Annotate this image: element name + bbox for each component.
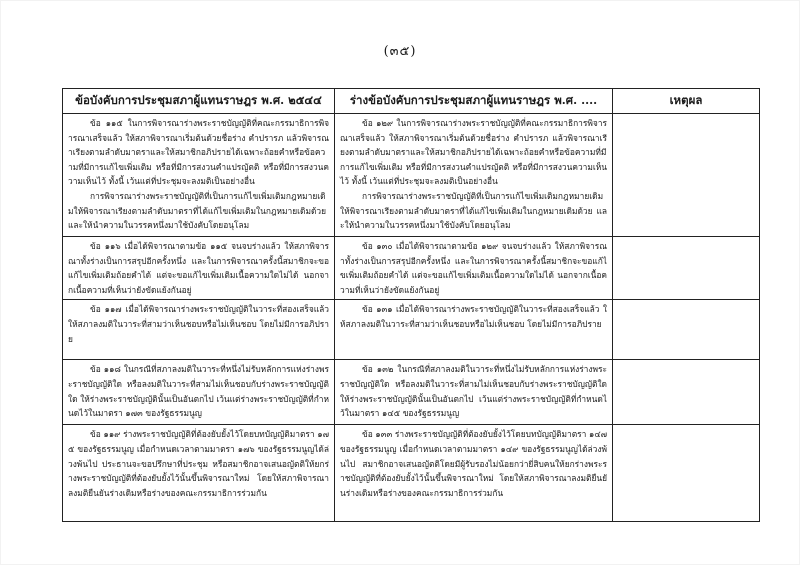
clause-paragraph: ข้อ ๑๒๙ ในการพิจารณาร่างพระราชบัญญัติที่คณะกรรมาธิการพิจารณาเสร็จแล้ว ให้สภาพิจารณาเริ่มต้นด้วยชื่อร่าง คำปรารภ แล้วพิจารณาเรียงตามลำดับมาตราและให้สมาชิกอภิปรายได้เฉพาะถ้อยคำหรือข้อความที่มีการแก้ไขเพิ่มเติม หรือที่มีการสงวนคำแปรญัตติ หรือที่มีการสงวนความเห็นไว้ ทั้งนี้ เว้นแต่ที่ประชุมจะลงมติเป็นอย่างอื่น [340,118,607,187]
clause-paragraph: ข้อ ๑๑๘ ในกรณีที่สภาลงมติในวาระที่หนึ่งไม่รับหลักการแห่งร่างพระราชบัญญัติใด หรือลงมติในวาระที่สามไม่เห็นชอบกับร่างพระราชบัญญัติใด ให้ร่างพระราชบัญญัตินั้นเป็นอันตกไป เว้นแต่ร่างพระราชบัญญัติที่กำหนดไว้ในมาตรา ๑๗๓ ของรัฐธรรมนูญ [68,364,329,419]
clause-paragraph: การพิจารณาร่างพระราชบัญญัติที่เป็นการแก้ไขเพิ่มเติมกฎหมายเดิมให้พิจารณาเรียงตามลำดับมาตราที่ได้แก้ไขเพิ่มเติมในกฎหมายเดิมด้วย และให้นำความในวรรคหนึ่งมาใช้บังคับโดยอนุโลม [68,190,327,231]
cell-draft [335,114,613,237]
cell-reason [613,425,760,522]
header-current-regulation: ข้อบังคับการประชุมสภาผู้แทนราษฎร พ.ศ. ๒๕๔๔ [63,89,335,114]
table-row [63,114,760,237]
clause-paragraph: ข้อ ๑๓๐ เมื่อได้พิจารณาตามข้อ ๑๒๙ จนจบร่างแล้ว ให้สภาพิจารณาทั้งร่างเป็นการสรุปอีกครั้งหนึ่ง และในการพิจารณาครั้งนี้สมาชิกจะขอแก้ไขเพิ่มเติมถ้อยคำได้ แต่จะขอแก้ไขเพิ่มเติมเนื้อความใดไม่ได้ นอกจากเนื้อความที่เห็นว่ายังขัดแย้งกันอยู่ [340,241,607,295]
cell-current [63,360,335,425]
clause-paragraph: ข้อ ๑๓๑ เมื่อได้พิจารณาร่างพระราชบัญญัติในวาระที่สองเสร็จแล้ว ให้สภาลงมติในวาระที่สามว่าเห็นชอบหรือไม่เห็นชอบ โดยไม่มีการอภิปราย [340,304,607,329]
table-row [63,360,760,425]
cell-current [63,425,335,522]
table-row [63,300,760,360]
clause-paragraph: ข้อ ๑๑๗ เมื่อได้พิจารณาร่างพระราชบัญญัติในวาระที่สองเสร็จแล้ว ให้สภาลงมติในวาระที่สามว่าเห็นชอบหรือไม่เห็นชอบ โดยไม่มีการอภิปราย [68,304,329,344]
table-header-row [63,89,760,114]
clause-paragraph: ข้อ ๑๑๖ เมื่อได้พิจารณาตามข้อ ๑๑๕ จนจบร่างแล้ว ให้สภาพิจารณาทั้งร่างเป็นการสรุปอีกครั้งหนึ่ง และในการพิจารณาครั้งนี้สมาชิกจะขอแก้ไขเพิ่มเติมถ้อยคำได้ แต่จะขอแก้ไขเพิ่มเติมเนื้อความใดไม่ได้ นอกจากเนื้อความที่เห็นว่ายังขัดแย้งกันอยู่ [68,241,329,295]
clause-paragraph: ข้อ ๑๓๒ ในกรณีที่สภาลงมติในวาระที่หนึ่งไม่รับหลักการแห่งร่างพระราชบัญญัติใด หรือลงมติในวาระที่สามไม่เห็นชอบกับร่างพระราชบัญญัติใด ให้ร่างพระราชบัญญัตินั้นเป็นอันตกไป เว้นแต่ร่างพระราชบัญญัติที่กำหนดไว้ในมาตรา ๑๔๕ ของรัฐธรรมนูญ [340,364,607,419]
clause-paragraph: ข้อ ๑๑๕ ในการพิจารณาร่างพระราชบัญญัติที่คณะกรรมาธิการพิจารณาเสร็จแล้ว ให้สภาพิจารณาเริ่มต้นด้วยชื่อร่าง คำปรารภ แล้วพิจารณาเรียงตามลำดับมาตราและให้สมาชิกอภิปรายได้เฉพาะถ้อยคำหรือข้อความที่มีการแก้ไขเพิ่มเติม หรือที่มีการสงวนคำแปรญัตติ หรือที่มีการสงวนความเห็นไว้ ทั้งนี้ เว้นแต่ที่ประชุมจะลงมติเป็นอย่างอื่น [68,118,329,187]
cell-draft [335,360,613,425]
cell-draft [335,425,613,522]
page-number: (๓๕) [383,44,417,59]
cell-current [63,300,335,360]
clause-paragraph: ข้อ ๑๓๓ ร่างพระราชบัญญัติที่ต้องยับยั้งไว้โดยบทบัญญัติมาตรา ๑๔๗ ของรัฐธรรมนูญ เมื่อกำหนดเวลาตามมาตรา ๑๔๙ ของรัฐธรรมนูญได้ล่วงพ้นไป สมาชิกอาจเสนอญัตติโดยมีผู้รับรองไม่น้อยกว่ายี่สิบคนให้ยกร่างพระราชบัญญัติที่ต้องยับยั้งไว้นั้นขึ้นพิจารณาใหม่ โดยให้สภาพิจารณาลงมติยืนยันร่างเดิมหรือร่างของคณะกรรมาธิการร่วมกัน [340,429,607,498]
cell-draft [335,300,613,360]
cell-current [63,237,335,300]
cell-reason [613,114,760,237]
cell-reason [613,237,760,300]
table-row [63,237,760,300]
cell-reason [613,300,760,360]
table-row [63,425,760,522]
cell-current [63,114,335,237]
clause-paragraph: ข้อ ๑๑๙ ร่างพระราชบัญญัติที่ต้องยับยั้งไว้โดยบทบัญญัติมาตรา ๑๗๕ ของรัฐธรรมนูญ เมื่อกำหนดเวลาตามมาตรา ๑๗๖ ของรัฐธรรมนูญได้ล่วงพ้นไป ประธานจะขอปรึกษาที่ประชุม หรือสมาชิกอาจเสนอญัตติให้ยกร่างพระราชบัญญัติที่ต้องยับยั้งไว้นั้นขึ้นพิจารณาใหม่ โดยให้สภาพิจารณาลงมติยืนยันร่างเดิมหรือร่างของคณะกรรมาธิการร่วมกัน [68,429,329,498]
cell-reason [613,360,760,425]
cell-draft [335,237,613,300]
header-draft-regulation: ร่างข้อบังคับการประชุมสภาผู้แทนราษฎร พ.ศ. .... [335,89,613,114]
comparison-table [62,88,760,522]
header-reason: เหตุผล [613,89,760,114]
clause-paragraph: การพิจารณาร่างพระราชบัญญัติที่เป็นการแก้ไขเพิ่มเติมกฎหมายเดิมให้พิจารณาเรียงตามลำดับมาตราที่ได้แก้ไขเพิ่มเติมในกฎหมายเดิมด้วย และให้นำความในวรรคหนึ่งมาใช้บังคับโดยอนุโลม [340,190,607,231]
